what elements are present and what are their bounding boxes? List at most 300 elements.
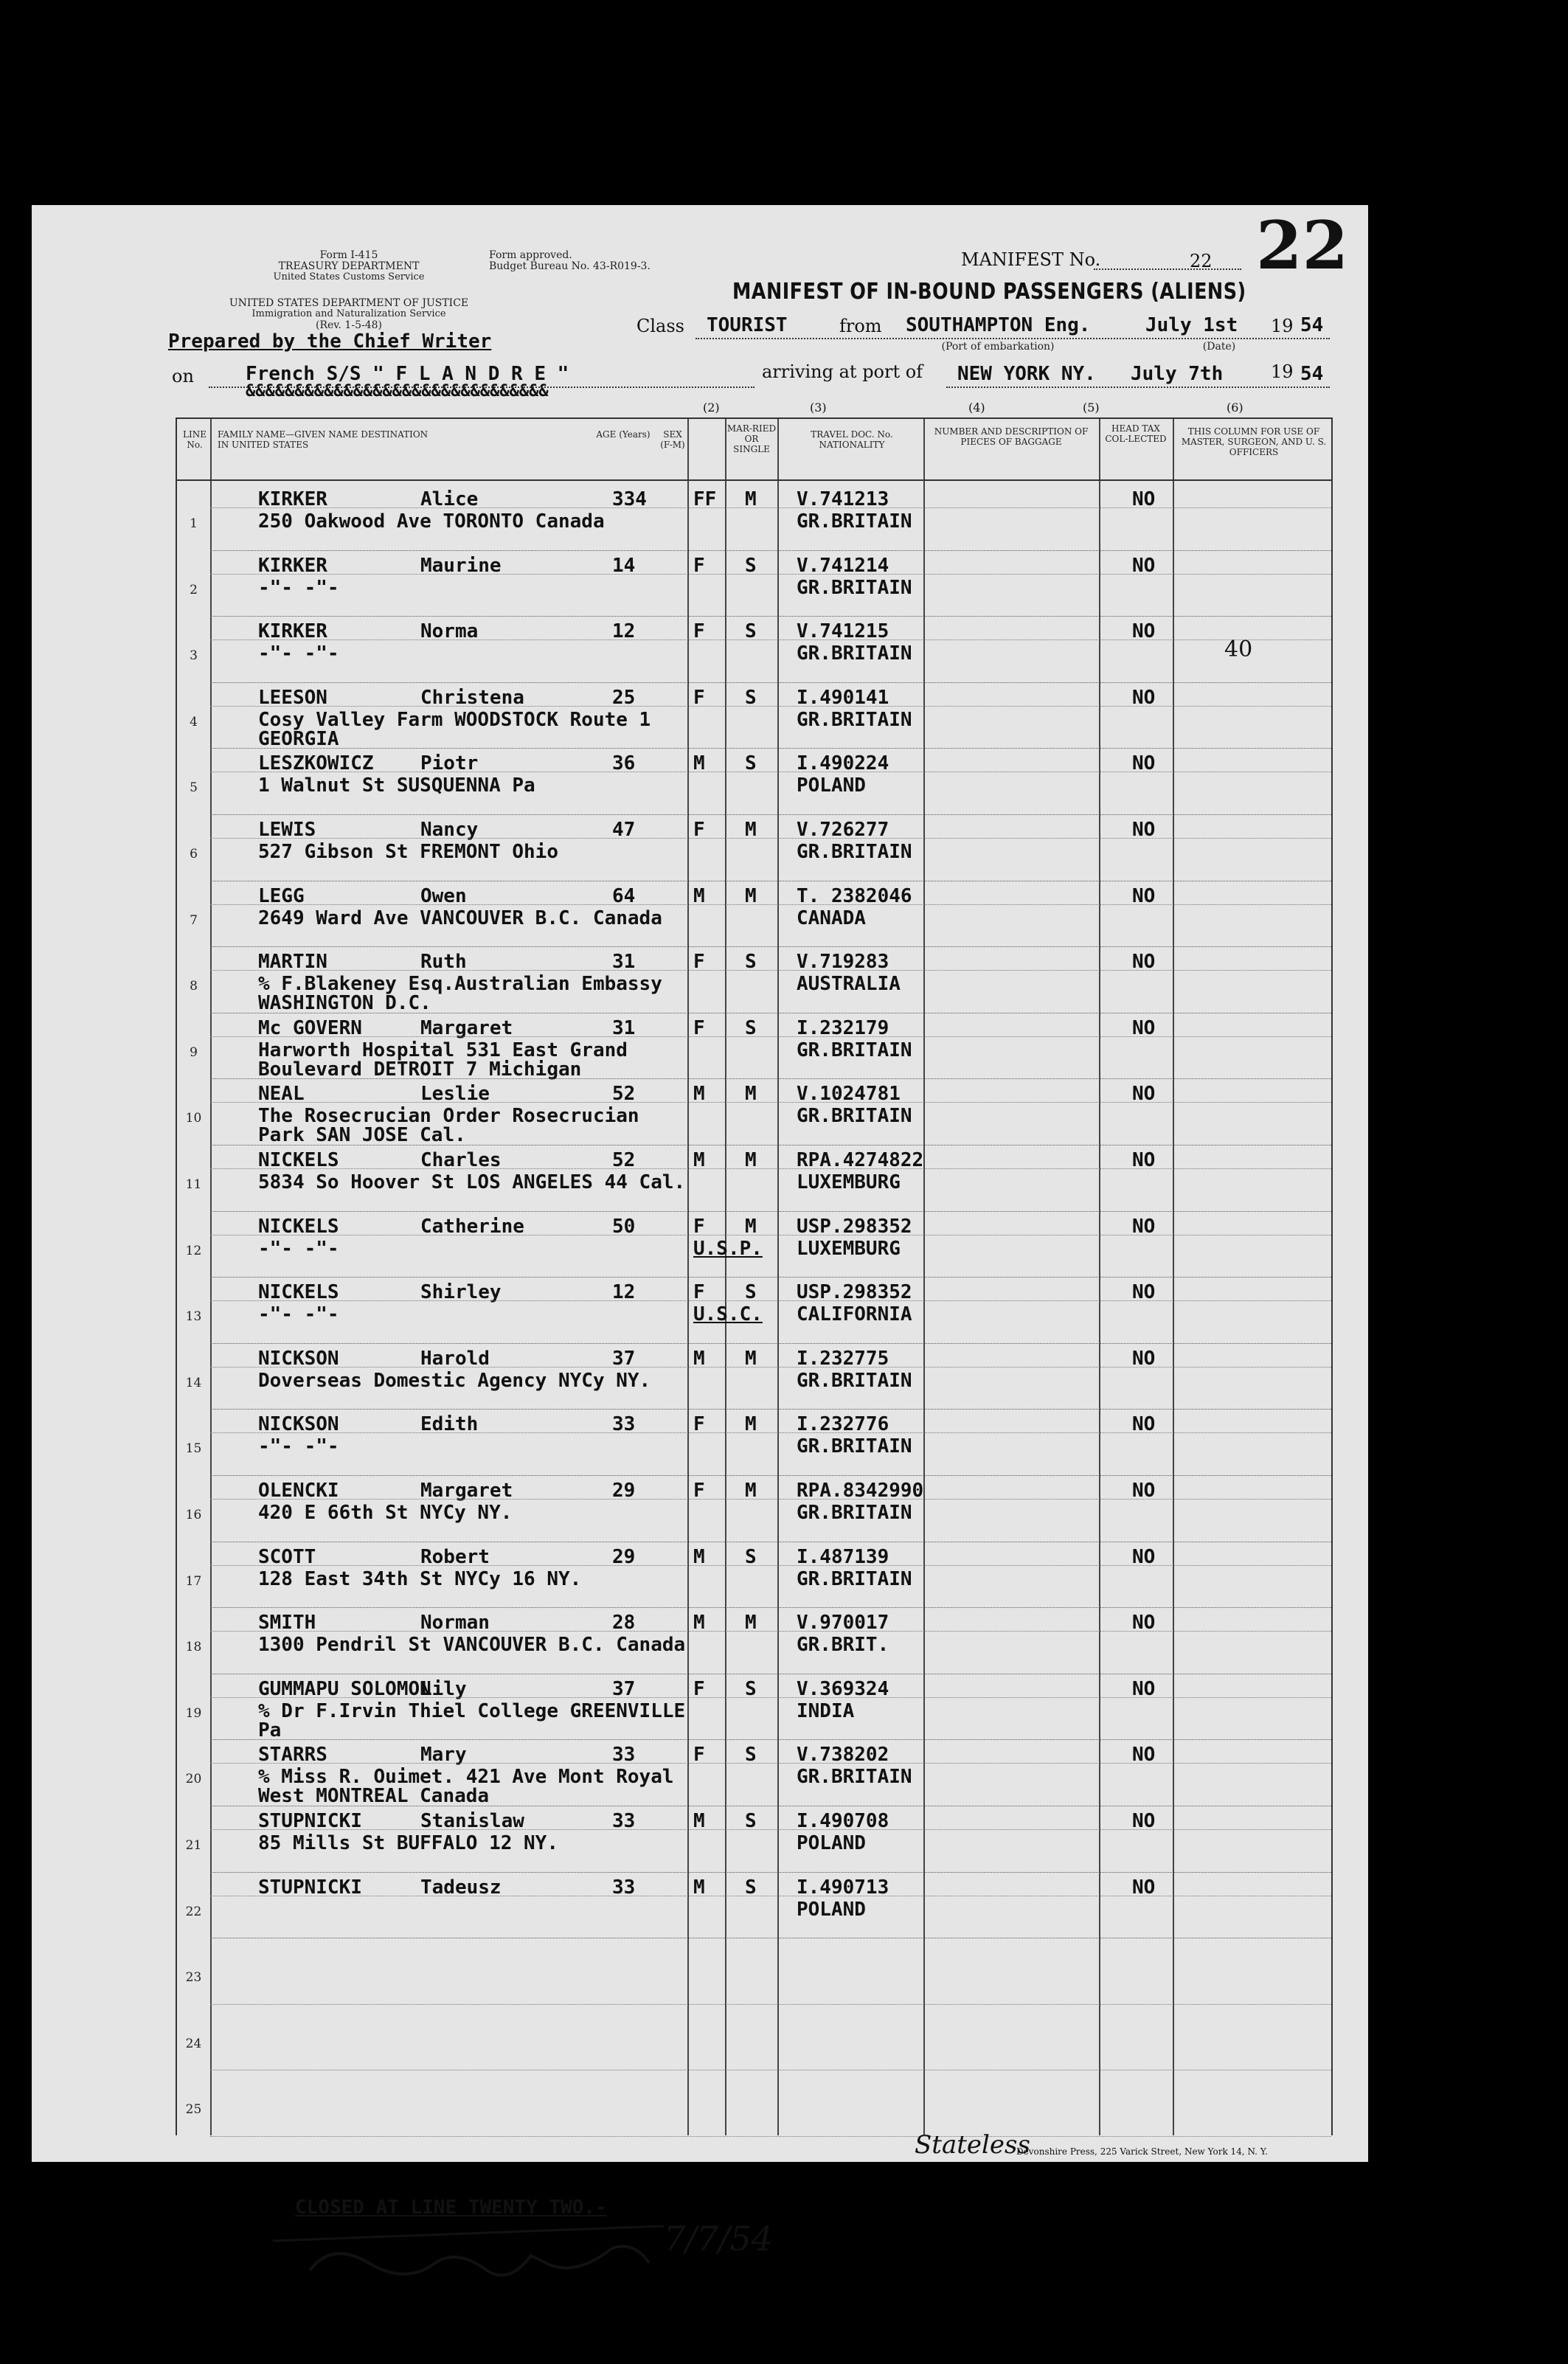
head-tax: NO: [1132, 1281, 1156, 1304]
head-tax: NO: [1132, 819, 1156, 841]
manifest-underline: [1094, 268, 1241, 270]
age: 12: [612, 620, 636, 643]
nationality: CALIFORNIA: [797, 1303, 912, 1326]
line-number: 2: [190, 582, 198, 597]
destination-cont: Park SAN JOSE Cal.: [258, 1124, 466, 1147]
travel-doc: RPA.4274822: [797, 1149, 924, 1171]
marital-status: S: [745, 1281, 757, 1304]
age: 31: [612, 951, 636, 974]
family-name: GUMMAPU SOLOMON: [258, 1677, 431, 1700]
row-rule: [210, 1367, 1331, 1368]
given-name: Harold: [420, 1347, 490, 1370]
row-rule: [210, 1739, 1331, 1740]
family-name: MARTIN: [258, 951, 327, 974]
travel-doc: I.490141: [797, 686, 889, 709]
sex: M: [693, 1612, 705, 1635]
row-rule: [210, 1475, 1331, 1476]
destination: Doverseas Domestic Agency NYCy NY.: [258, 1369, 651, 1392]
row-rule: [210, 1631, 1331, 1632]
sex: M: [693, 1083, 705, 1106]
family-name: NEAL: [258, 1083, 305, 1106]
head-tax: NO: [1132, 1677, 1156, 1700]
head-tax: NO: [1132, 884, 1156, 907]
class-underline: [695, 338, 1330, 339]
age: 52: [612, 1083, 636, 1106]
travel-doc: I.490713: [797, 1876, 889, 1899]
nationality: GR.BRITAIN: [797, 1039, 912, 1061]
from-label: from: [839, 316, 882, 336]
given-name: Leslie: [420, 1083, 490, 1106]
age: 29: [612, 1480, 636, 1502]
head-tax: NO: [1132, 1083, 1156, 1106]
col-number-2: (2): [703, 401, 720, 415]
marital-status: S: [745, 752, 757, 775]
line-number: 12: [185, 1243, 202, 1258]
destination: % Dr F.Irvin Thiel College GREENVILLE: [258, 1699, 686, 1722]
marital-status: S: [745, 554, 757, 577]
nationality: POLAND: [797, 774, 866, 797]
family-name: SCOTT: [258, 1545, 316, 1568]
col-number-4: (4): [968, 401, 985, 415]
sex: F: [693, 1215, 705, 1238]
row-rule: [210, 574, 1331, 575]
marital-status: M: [745, 884, 757, 907]
nationality: GR.BRITAIN: [797, 1369, 912, 1392]
col-number-3: (3): [810, 401, 827, 415]
age: 36: [612, 752, 636, 775]
customs-service: United States Customs Service: [273, 271, 425, 282]
row-rule: [210, 1300, 1331, 1301]
sex: M: [693, 1545, 705, 1568]
row-rule: [210, 1607, 1331, 1608]
destination: 85 Mills St BUFFALO 12 NY.: [258, 1832, 558, 1854]
head-tax: NO: [1132, 1480, 1156, 1502]
line-number: 16: [185, 1508, 202, 1522]
given-name: Tadeusz: [420, 1876, 502, 1899]
row-rule: [210, 507, 1331, 508]
row-rule: [210, 1277, 1331, 1278]
destination: % F.Blakeney Esq.Australian Embassy: [258, 973, 662, 996]
marital-status: S: [745, 686, 757, 709]
marital-status: S: [745, 1876, 757, 1899]
marital-status: M: [745, 1215, 757, 1238]
travel-doc: I.490224: [797, 752, 889, 775]
age: 25: [612, 686, 636, 709]
head-tax: NO: [1132, 554, 1156, 577]
destination: 2649 Ward Ave VANCOUVER B.C. Canada: [258, 907, 662, 929]
line-number: 23: [185, 1970, 202, 1986]
row-rule: [210, 1763, 1331, 1764]
family-name: LEWIS: [258, 819, 316, 841]
manifest-sheet: [32, 205, 1368, 2259]
row-rule: [210, 1432, 1331, 1433]
family-name: KIRKER: [258, 488, 327, 510]
marital-status: S: [745, 1545, 757, 1568]
colhead-sex: SEX (F-M): [660, 429, 685, 450]
budget-bureau: Budget Bureau No. 43-R019-3.: [489, 260, 651, 272]
manifest-title: MANIFEST OF IN-BOUND PASSENGERS (ALIENS): [732, 279, 1246, 305]
destination: 1 Walnut St SUSQUENNA Pa: [258, 774, 535, 797]
family-name: SMITH: [258, 1612, 316, 1635]
ship-underline: [209, 387, 754, 388]
given-name: Norma: [420, 620, 479, 643]
age: 47: [612, 819, 636, 841]
travel-doc: V.719283: [797, 951, 889, 974]
given-name: Norman: [420, 1612, 490, 1635]
given-name: Owen: [420, 884, 467, 907]
marital-status: S: [745, 620, 757, 643]
marital-status: M: [745, 1149, 757, 1171]
arrival-port: NEW YORK NY.: [957, 363, 1096, 385]
line-number: 5: [190, 780, 198, 796]
colhead-name: FAMILY NAME—GIVEN NAME DESTINATION IN UNITED STATES: [218, 429, 429, 450]
given-name: Lily: [420, 1677, 467, 1700]
family-name: STUPNICKI: [258, 1810, 362, 1832]
row-rule: [210, 1211, 1331, 1212]
destination: -"- -"-: [258, 642, 339, 665]
marital-status: S: [745, 951, 757, 974]
citizenship-note: U.S.C.: [693, 1303, 763, 1326]
given-name: Alice: [420, 488, 479, 510]
travel-doc: V.741215: [797, 620, 889, 643]
head-tax: NO: [1132, 1347, 1156, 1370]
row-rule: [210, 1102, 1331, 1103]
destination: 250 Oakwood Ave TORONTO Canada: [258, 510, 605, 533]
form-approved: Form approved.: [489, 249, 572, 261]
marital-status: S: [745, 1744, 757, 1767]
sex: F: [693, 554, 705, 577]
nationality: GR.BRITAIN: [797, 1567, 912, 1590]
age: 37: [612, 1677, 636, 1700]
line-number: 11: [185, 1177, 202, 1192]
line-number: 6: [190, 847, 198, 862]
nationality: AUSTRALIA: [797, 973, 901, 996]
family-name: LESZKOWICZ: [258, 752, 374, 775]
travel-doc: V.726277: [797, 819, 889, 841]
given-name: Mary: [420, 1744, 467, 1767]
class-value: TOURIST: [707, 314, 788, 336]
row-rule: [210, 970, 1331, 971]
date-caption: (Date): [1202, 341, 1236, 353]
row-rule: [210, 1078, 1331, 1079]
from-date: July 1st: [1145, 314, 1238, 336]
family-name: STARRS: [258, 1744, 327, 1767]
family-name: Mc GOVERN: [258, 1016, 362, 1039]
col-number-6: (6): [1227, 401, 1243, 415]
row-rule: [210, 1697, 1331, 1698]
year-2: 54: [1300, 363, 1324, 385]
head-tax: NO: [1132, 1149, 1156, 1171]
marital-status: S: [745, 1677, 757, 1700]
colhead-age: AGE (Years): [596, 429, 651, 440]
line-number: 22: [185, 1904, 202, 1919]
sex: F: [693, 819, 705, 841]
signature: [266, 2219, 679, 2300]
sex: F: [693, 1413, 705, 1436]
line-number: 19: [185, 1705, 202, 1721]
ship-struck: &&&&&&&&&&&&&&&&&&&&&&&&&&&&&&&: [246, 382, 549, 401]
head-tax: NO: [1132, 1215, 1156, 1238]
age: 33: [612, 1744, 636, 1767]
head-tax: NO: [1132, 1744, 1156, 1767]
destination: 1300 Pendril St VANCOUVER B.C. Canada: [258, 1634, 686, 1657]
arrival-date: July 7th: [1131, 363, 1224, 385]
destination-cont: West MONTREAL Canada: [258, 1785, 490, 1808]
travel-doc: V.970017: [797, 1612, 889, 1635]
on-label: on: [172, 366, 194, 387]
nationality: GR.BRITAIN: [797, 1435, 912, 1458]
row-rule: [210, 814, 1331, 815]
age: 52: [612, 1149, 636, 1171]
nationality: LUXEMBURG: [797, 1237, 901, 1260]
row-rule: [210, 1829, 1331, 1830]
colhead-baggage: NUMBER AND DESCRIPTION OF PIECES OF BAGGAGE: [934, 426, 1089, 447]
sex: M: [693, 1149, 705, 1171]
col-number-5: (5): [1083, 401, 1100, 415]
age: 334: [612, 488, 647, 510]
travel-doc: USP.298352: [797, 1215, 912, 1238]
sex: F: [693, 1480, 705, 1502]
printer-footer: Devonshire Press, 225 Varick Street, New York 14, N. Y.: [1016, 2146, 1269, 2157]
marital-status: M: [745, 1083, 757, 1106]
row-rule: [210, 838, 1331, 839]
destination: -"- -"-: [258, 1237, 339, 1260]
line-number: 14: [185, 1375, 202, 1390]
age: 50: [612, 1215, 636, 1238]
line-number: 25: [185, 2102, 202, 2118]
line-number: 8: [190, 979, 198, 994]
line-number: 17: [185, 1573, 202, 1589]
given-name: Charles: [420, 1149, 502, 1171]
from-port: SOUTHAMPTON Eng.: [906, 314, 1091, 336]
arriving-label: arriving at port of: [762, 361, 923, 382]
row-rule: [210, 1036, 1331, 1037]
destination: The Rosecrucian Order Rosecrucian: [258, 1105, 639, 1128]
year-label-2: 19: [1271, 361, 1294, 382]
age: 12: [612, 1281, 636, 1304]
travel-doc: V.738202: [797, 1744, 889, 1767]
manifest-number: 22: [1190, 251, 1213, 271]
head-tax: NO: [1132, 951, 1156, 974]
nationality: POLAND: [797, 1832, 866, 1854]
sex: F: [693, 1281, 705, 1304]
travel-doc: I.490708: [797, 1810, 889, 1832]
marital-status: M: [745, 1413, 757, 1436]
row-rule: [210, 2136, 1331, 2137]
age: 28: [612, 1612, 636, 1635]
destination: 420 E 66th St NYCy NY.: [258, 1502, 513, 1524]
nationality: POLAND: [797, 1898, 866, 1921]
destination: 128 East 34th St NYCy 16 NY.: [258, 1567, 582, 1590]
line-number: 3: [190, 648, 198, 664]
travel-doc: USP.298352: [797, 1281, 912, 1304]
nationality: LUXEMBURG: [797, 1171, 901, 1193]
travel-doc: I.232776: [797, 1413, 889, 1436]
age: 14: [612, 554, 636, 577]
travel-doc: T. 2382046: [797, 884, 912, 907]
manifest-label: MANIFEST No.: [961, 249, 1101, 270]
port-caption: (Port of embarkation): [941, 341, 1055, 353]
family-name: NICKELS: [258, 1149, 339, 1171]
line-number: 20: [185, 1772, 202, 1787]
destination-cont: Boulevard DETROIT 7 Michigan: [258, 1058, 582, 1081]
marital-status: S: [745, 1016, 757, 1039]
head-tax: NO: [1132, 1810, 1156, 1832]
sex: F: [693, 1744, 705, 1767]
signature-date: 7/7/54: [664, 2219, 774, 2259]
destination: Harworth Hospital 531 East Grand: [258, 1039, 628, 1061]
header-divider: [177, 479, 1331, 481]
head-tax: NO: [1132, 1413, 1156, 1436]
page-number-large: 22: [1256, 207, 1349, 285]
family-name: NICKSON: [258, 1347, 339, 1370]
row-rule: [210, 1168, 1331, 1169]
travel-doc: I.232775: [797, 1347, 889, 1370]
treasury-dept: TREASURY DEPARTMENT: [278, 260, 420, 272]
travel-doc: RPA.8342990: [797, 1480, 924, 1502]
row-rule: [210, 616, 1331, 617]
row-rule: [210, 748, 1331, 749]
family-name: KIRKER: [258, 620, 327, 643]
given-name: Edith: [420, 1413, 479, 1436]
arrival-underline: [946, 387, 1330, 388]
nationality: GR.BRITAIN: [797, 708, 912, 731]
sex: F: [693, 951, 705, 974]
head-tax: NO: [1132, 1545, 1156, 1568]
line-number: 9: [190, 1044, 198, 1060]
destination: 5834 So Hoover St LOS ANGELES 44 Cal.: [258, 1171, 686, 1193]
head-tax: NO: [1132, 752, 1156, 775]
age: 37: [612, 1347, 636, 1370]
marital-status: M: [745, 1480, 757, 1502]
age: 29: [612, 1545, 636, 1568]
nationality: GR.BRITAIN: [797, 1105, 912, 1128]
head-tax: NO: [1132, 1876, 1156, 1899]
year-label-1: 19: [1271, 316, 1294, 336]
family-name: STUPNICKI: [258, 1876, 362, 1899]
family-name: NICKELS: [258, 1215, 339, 1238]
line-number: 24: [185, 2036, 202, 2051]
row-rule: [210, 550, 1331, 551]
destination: 527 Gibson St FREMONT Ohio: [258, 841, 558, 863]
colhead-line-no: LINE No.: [183, 429, 207, 450]
destination: % Miss R. Ouimet. 421 Ave Mont Royal: [258, 1766, 674, 1789]
revision-date: (Rev. 1-5-48): [316, 319, 382, 331]
immigration-service: Immigration and Naturalization Service: [251, 308, 446, 319]
line-number: 18: [185, 1640, 202, 1655]
marital-status: M: [745, 1612, 757, 1635]
head-tax: NO: [1132, 488, 1156, 510]
line-number: 4: [190, 714, 198, 729]
row-rule: [210, 904, 1331, 905]
travel-doc: V.741214: [797, 554, 889, 577]
nationality: GR.BRITAIN: [797, 642, 912, 665]
family-name: KIRKER: [258, 554, 327, 577]
row-rule: [210, 1872, 1331, 1873]
sex: M: [693, 1810, 705, 1832]
given-name: Robert: [420, 1545, 490, 1568]
given-name: Piotr: [420, 752, 479, 775]
year-1: 54: [1300, 314, 1324, 336]
destination: -"- -"-: [258, 1303, 339, 1326]
given-name: Christena: [420, 686, 524, 709]
given-name: Ruth: [420, 951, 467, 974]
ship-name: French S/S " F L A N D R E ": [246, 363, 569, 385]
sex: M: [693, 884, 705, 907]
travel-doc: I.487139: [797, 1545, 889, 1568]
given-name: Stanislaw: [420, 1810, 524, 1832]
sex: M: [693, 752, 705, 775]
citizenship-note: U.S.P.: [693, 1237, 763, 1260]
family-name: LEGG: [258, 884, 305, 907]
head-tax: NO: [1132, 620, 1156, 643]
form-number: Form I-415: [319, 249, 378, 261]
age: 33: [612, 1810, 636, 1832]
given-name: Shirley: [420, 1281, 502, 1304]
given-name: Maurine: [420, 554, 502, 577]
row-rule: [210, 1409, 1331, 1410]
stateless-note: Stateless: [915, 2130, 1030, 2160]
nationality: GR.BRITAIN: [797, 576, 912, 599]
destination-cont: WASHINGTON D.C.: [258, 992, 431, 1015]
travel-doc: V.1024781: [797, 1083, 901, 1106]
line-number: 10: [185, 1111, 202, 1126]
sex: F: [693, 686, 705, 709]
line-number: 7: [190, 912, 198, 928]
row-rule: [210, 639, 1331, 640]
head-tax: NO: [1132, 1016, 1156, 1039]
nationality: CANADA: [797, 907, 866, 929]
line-number: 1: [190, 516, 198, 531]
row-rule: [210, 946, 1331, 947]
nationality: INDIA: [797, 1699, 855, 1722]
given-name: Nancy: [420, 819, 479, 841]
nationality: GR.BRITAIN: [797, 1502, 912, 1524]
line-number: 21: [185, 1838, 202, 1853]
marital-status: M: [745, 488, 757, 510]
colhead-head-tax: HEAD TAX COL-LECTED: [1105, 423, 1167, 444]
marital-status: M: [745, 819, 757, 841]
row-rule: [210, 1499, 1331, 1500]
colhead-travel-doc: TRAVEL DOC. No. NATIONALITY: [811, 429, 893, 450]
class-label: Class: [636, 316, 684, 336]
marital-status: S: [745, 1810, 757, 1832]
travel-doc: V.741213: [797, 488, 889, 510]
sex: F: [693, 620, 705, 643]
destination-cont: GEORGIA: [258, 727, 339, 750]
destination-cont: Pa: [258, 1719, 282, 1741]
given-name: Margaret: [420, 1480, 513, 1502]
family-name: OLENCKI: [258, 1480, 339, 1502]
colhead-married: MAR-RIED OR SINGLE: [726, 423, 777, 454]
marital-status: M: [745, 1347, 757, 1370]
nationality: GR.BRITAIN: [797, 841, 912, 863]
line-number: 15: [185, 1441, 202, 1457]
row-rule: [210, 682, 1331, 683]
colhead-officers: THIS COLUMN FOR USE OF MASTER, SURGEON, AND U. S. OFFICERS: [1181, 426, 1327, 457]
travel-doc: I.232179: [797, 1016, 889, 1039]
sex: M: [693, 1347, 705, 1370]
age: 31: [612, 1016, 636, 1039]
justice-dept: UNITED STATES DEPARTMENT OF JUSTICE: [229, 297, 469, 309]
family-name: NICKELS: [258, 1281, 339, 1304]
row-rule: [210, 1343, 1331, 1344]
destination: -"- -"-: [258, 576, 339, 599]
age: 64: [612, 884, 636, 907]
head-tax: NO: [1132, 1612, 1156, 1635]
age: 33: [612, 1413, 636, 1436]
prepared-by: Prepared by the Chief Writer: [168, 330, 492, 353]
